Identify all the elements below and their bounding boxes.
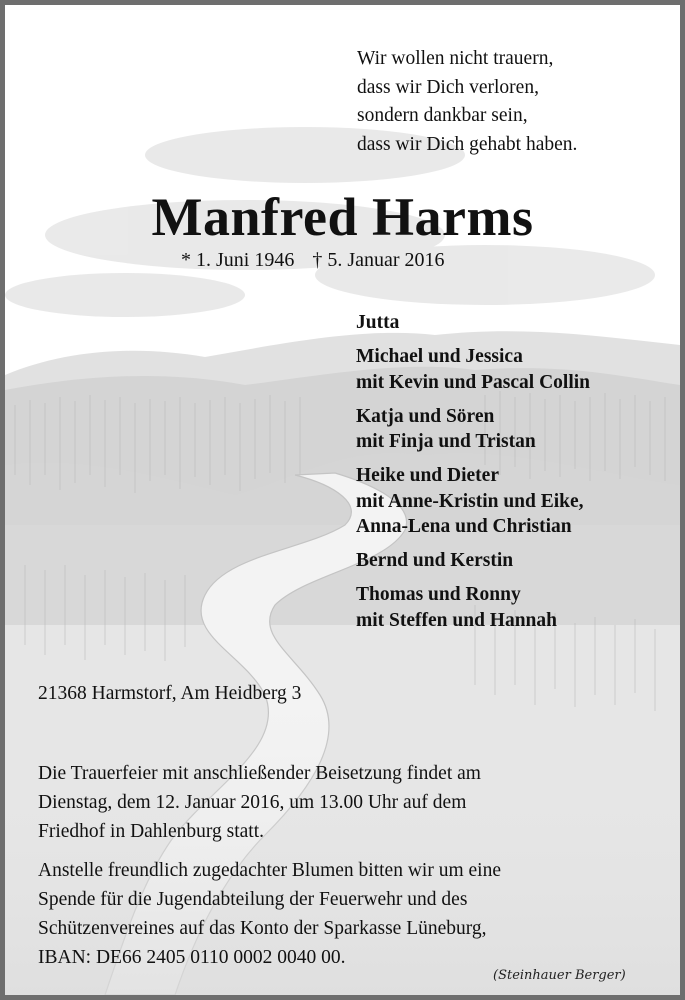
funeral-notice (38, 759, 501, 982)
donation-line: Anstelle freundlich zugedachter Blumen bitten wir um eine (38, 860, 501, 881)
donation-line: IBAN: DE66 2405 0110 0002 0040 00. (38, 947, 346, 968)
family-address: 21368 Harmstorf, Am Heidberg 3 (38, 683, 302, 704)
donation-line: Spende für die Jugendabteilung der Feuerwehr und des (38, 889, 468, 910)
mourner-line: Katja und Sören (356, 405, 495, 427)
mourner-line: Anna-Lena und Christian (356, 516, 572, 537)
mourner-line: mit Steffen und Hannah (356, 609, 557, 631)
poem-line: dass wir Dich gehabt haben. (357, 133, 578, 155)
mourner-line: Michael und Jessica (356, 346, 523, 367)
birth-date: * 1. Juni 1946 (181, 249, 295, 271)
death-date: † 5. Januar 2016 (312, 249, 445, 271)
memorial-poem (357, 45, 577, 159)
mourner-group (356, 344, 590, 395)
ceremony-line: Die Trauerfeier mit anschließender Beisetzung findet am (38, 763, 481, 784)
mourners-list (356, 310, 590, 642)
mourner-line: mit Anne-Kristin und Eike, (356, 490, 584, 512)
ceremony-line: Friedhof in Dahlenburg statt. (38, 821, 265, 842)
mourner-line: Heike und Dieter (356, 465, 499, 486)
mourner-line: Bernd und Kerstin (356, 550, 514, 571)
mourner-group (356, 404, 590, 455)
ceremony-paragraph (38, 759, 501, 846)
stonemason-signature: (Steinhauer Berger) (493, 968, 626, 983)
mourner-group (356, 582, 590, 633)
ceremony-line: Dienstag, dem 12. Januar 2016, um 13.00 Uhr auf dem (38, 792, 467, 813)
life-dates (181, 247, 445, 273)
mourner-line: mit Finja und Tristan (356, 431, 536, 452)
donation-line: Schützenvereines auf das Konto der Sparkasse Lüneburg, (38, 918, 487, 939)
mourner-group (356, 310, 590, 336)
mourner-group (356, 548, 590, 574)
deceased-name: Manfred Harms (151, 187, 534, 247)
mourner-line: Jutta (356, 312, 400, 333)
mourner-group (356, 463, 590, 540)
mourner-line: mit Kevin und Pascal Collin (356, 371, 591, 393)
poem-line: sondern dankbar sein, (357, 105, 528, 126)
donation-paragraph (38, 856, 501, 972)
mourner-line: Thomas und Ronny (356, 584, 521, 605)
poem-line: dass wir Dich verloren, (357, 76, 539, 98)
poem-line: Wir wollen nicht trauern, (357, 48, 554, 69)
